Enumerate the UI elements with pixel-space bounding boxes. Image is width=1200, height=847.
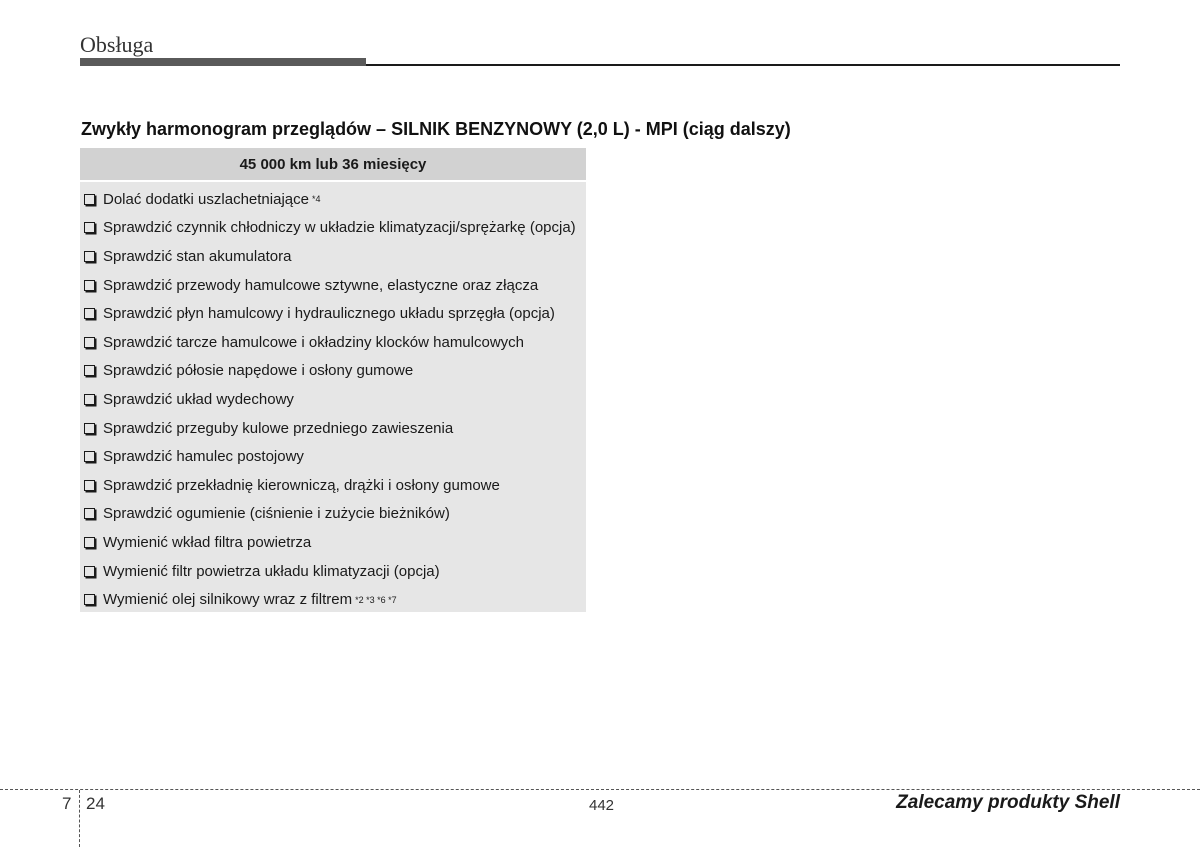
schedule-item-text: Wymienić filtr powietrza układu klimatyzacji (opcja)	[103, 562, 440, 580]
schedule-item-text: Wymienić olej silnikowy wraz z filtrem	[103, 591, 353, 609]
schedule-item	[80, 357, 586, 386]
schedule-item-text: Sprawdzić przeguby kulowe przedniego zawieszenia	[103, 419, 454, 437]
schedule-list	[80, 182, 586, 614]
checkbox-icon	[84, 508, 95, 519]
schedule-item	[80, 557, 586, 586]
schedule-item-text: Sprawdzić czynnik chłodniczy w układzie klimatyzacji/sprężarkę (opcja)	[103, 219, 576, 237]
footer-divider	[0, 789, 1200, 790]
schedule-item-text: Sprawdzić układ wydechowy	[103, 390, 294, 408]
checkbox-icon	[84, 451, 95, 462]
checkbox-icon	[84, 423, 95, 434]
schedule-item-text: Dolać dodatki uszlachetniające	[103, 190, 309, 208]
page-number: 24	[86, 794, 105, 813]
checkbox-icon	[84, 365, 95, 376]
section-header: Obsługa	[80, 32, 154, 57]
schedule-box	[80, 148, 586, 612]
checkbox-icon	[84, 594, 95, 605]
footnote-marker: *4	[311, 194, 321, 205]
checkbox-icon	[84, 222, 95, 233]
checkbox-icon	[84, 280, 95, 291]
schedule-item	[80, 299, 586, 328]
checkbox-icon	[84, 394, 95, 405]
schedule-item	[80, 414, 586, 443]
schedule-item-text: Sprawdzić ogumienie (ciśnienie i zużycie bieżników)	[103, 505, 450, 523]
schedule-item-text: Sprawdzić tarcze hamulcowe i okładziny klocków hamulcowych	[103, 333, 525, 351]
schedule-item	[80, 585, 586, 614]
schedule-item-text: Sprawdzić półosie napędowe i osłony gumowe	[103, 362, 414, 380]
schedule-item	[80, 328, 586, 357]
schedule-item	[80, 442, 586, 471]
page-counter: 442	[589, 797, 615, 814]
schedule-item-text: Sprawdzić hamulec postojowy	[103, 448, 304, 466]
schedule-item	[80, 528, 586, 557]
schedule-item-text: Sprawdzić płyn hamulcowy i hydraulicznego układu sprzęgła (opcja)	[103, 305, 555, 323]
checkbox-icon	[84, 537, 95, 548]
schedule-item-text: Sprawdzić przekładnię kierowniczą, drążki i osłony gumowe	[103, 476, 500, 494]
checkbox-icon	[84, 308, 95, 319]
footer-brand-text: Zalecamy produkty Shell	[896, 792, 1120, 813]
schedule-item	[80, 214, 586, 243]
schedule-item-text: Sprawdzić stan akumulatora	[103, 247, 292, 265]
checkbox-icon	[84, 480, 95, 491]
chapter-number: 7	[62, 794, 72, 813]
schedule-item	[80, 385, 586, 414]
schedule-interval-header: 45 000 km lub 36 miesięcy	[80, 148, 586, 182]
schedule-item	[80, 500, 586, 529]
checkbox-icon	[84, 194, 95, 205]
checkbox-icon	[84, 337, 95, 348]
header-bar	[80, 58, 366, 66]
footer-divider-vertical	[79, 790, 80, 847]
page-title: Zwykły harmonogram przeglądów – SILNIK BENZYNOWY (2,0 L) - MPI (ciąg dalszy)	[81, 119, 791, 139]
schedule-item	[80, 271, 586, 300]
schedule-item	[80, 185, 586, 214]
checkbox-icon	[84, 251, 95, 262]
footnote-marker: *2 *3 *6 *7	[355, 594, 397, 605]
schedule-item-text: Sprawdzić przewody hamulcowe sztywne, elastyczne oraz złącza	[103, 276, 539, 294]
checkbox-icon	[84, 566, 95, 577]
schedule-item	[80, 471, 586, 500]
schedule-item-text: Wymienić wkład filtra powietrza	[103, 533, 312, 551]
header-rule	[366, 64, 1120, 66]
schedule-item	[80, 242, 586, 271]
